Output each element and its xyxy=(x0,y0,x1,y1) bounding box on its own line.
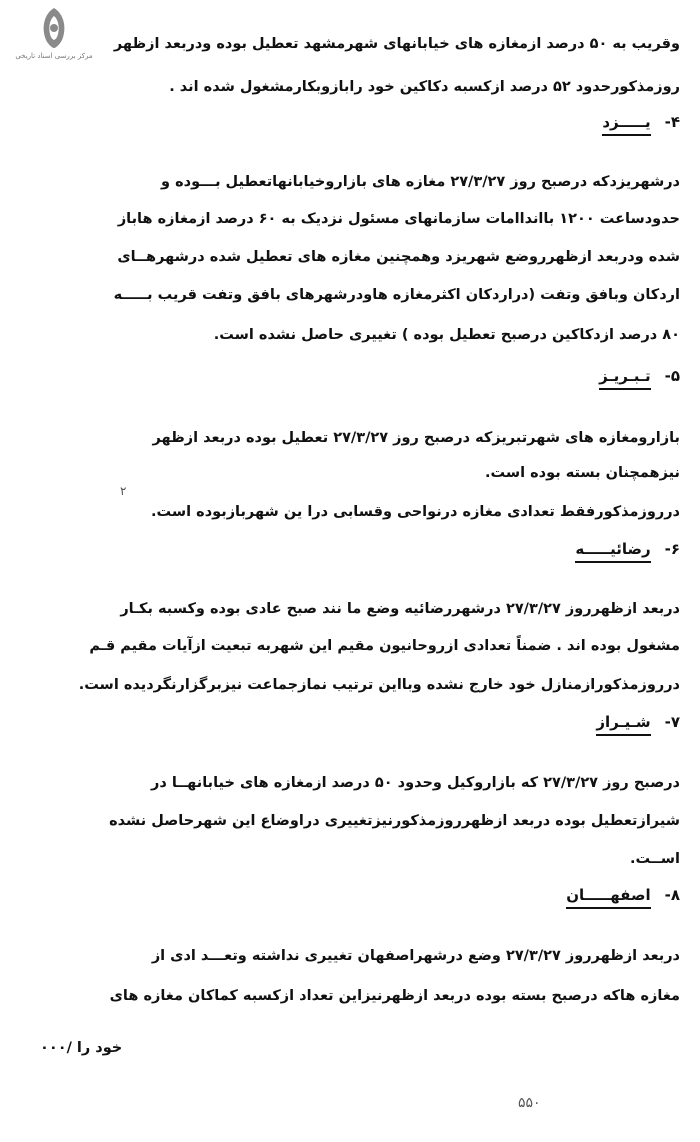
section-number: ۸- xyxy=(664,886,680,904)
section-title: رضائیـــــه xyxy=(575,540,650,563)
section-number: ۷- xyxy=(664,713,680,731)
section-title: تـبـریـز xyxy=(599,367,650,390)
yazd-line-2: حدودساعت ۱۲۰۰ باانداامات سازمانهای مسئول نزدیک به ۶۰ درصد ازمغازه هاباز xyxy=(117,211,680,227)
shiraz-line-1: درصبح روز ۲۷/۳/۲۷ که بازاروکیل وحدود ۵۰ درصد ازمغازه های خیابانهــا در xyxy=(150,775,680,791)
intro-line-2: روزمذکورحدود ۵۲ درصد ازکسبه دکاکین خود رابازوبکارمشغول شده اند . xyxy=(169,79,680,95)
section-heading-yazd xyxy=(602,113,680,141)
shiraz-line-3: اســت. xyxy=(630,851,680,867)
section-number: ۶- xyxy=(664,540,680,558)
tabriz-line-2: نیزهمچنان بسته بوده است. xyxy=(484,465,680,481)
section-title: شـیـراز xyxy=(596,713,650,736)
isfahan-line-1: دربعد ازظهرروز ۲۷/۳/۲۷ وضع درشهراصفهان تغییری نداشته وتعـــد ادی از xyxy=(151,948,680,964)
tabriz-line-3: درروزمذکورفقط تعدادی مغازه درنواحی وقسابی درا ین شهربازبوده است. xyxy=(151,504,680,520)
rezaieh-line-3: درروزمذکورازمنازل خود خارج نشده وبااین ترتیب نمازجماعت نیزبرگزارنگردیده است. xyxy=(78,677,680,693)
yazd-line-1: درشهریزدکه درصبح روز ۲۷/۳/۲۷ مغازه های بازاروخیابانهاتعطیل بـــوده و xyxy=(161,174,680,190)
section-number: ۵- xyxy=(664,367,680,385)
archive-logo-text: مرکز بررسی اسناد تاریخی xyxy=(15,52,93,60)
page-number: ۵۵۰ xyxy=(518,1095,541,1111)
section-title: یـــــزد xyxy=(602,113,650,136)
intro-line-1: وقریب به ۵۰ درصد ازمغازه های خیابانهای شهرمشهد تعطیل بوده ودربعد ازظهر xyxy=(113,36,680,52)
section-heading-tabriz xyxy=(599,367,680,395)
tabriz-line-1: بازارومغازه های شهرتبریزکه درصبح روز ۲۷/۳/۲۷ تعطیل بوده دربعد ازظهر xyxy=(152,430,680,446)
rezaieh-line-2: مشغول بوده اند . ضمناً تعدادی ازروحانیون مقیم این شهربه تبعیت ازآیات مقیم قـم xyxy=(89,638,680,654)
isfahan-line-2: مغازه هاکه درصبح بسته بوده دربعد ازظهرنیزاین تعداد ازکسبه کماکان مغازه های xyxy=(109,988,680,1004)
section-heading-rezaieh xyxy=(575,540,680,568)
section-heading-isfahan xyxy=(566,886,680,914)
yazd-line-3: شده ودربعد ازظهرروضع شهریزد وهمچنین مغازه های تعطیل شده درشهرهــای xyxy=(117,249,680,265)
yazd-line-4: اردکان وبافق وتفت (دراردکان اکثرمغازه هاودرشهرهای بافق وتفت قریب بـــــه xyxy=(113,287,680,303)
section-number: ۴- xyxy=(664,113,680,131)
yazd-line-5: ۸۰ درصد ازدکاکین درصبح تعطیل بوده ) تغییری حاصل نشده است. xyxy=(213,327,680,343)
rezaieh-line-1: دربعد ازظهرروز ۲۷/۳/۲۷ درشهررضائیه وضع ما نند صبح عادی بوده وکسبه بکـار xyxy=(120,601,680,617)
section-heading-shiraz xyxy=(596,713,680,741)
section-title: اصفهـــــان xyxy=(566,886,650,909)
stray-mark: ۲ xyxy=(120,484,127,498)
shiraz-line-2: شیرازتعطیل بوده دربعد ازظهرروزمذکورنیزتغییری دراوضاع این شهرحاصل نشده xyxy=(109,813,680,829)
isfahan-line-3-continuation: خود را /۰۰۰ xyxy=(40,1040,123,1056)
